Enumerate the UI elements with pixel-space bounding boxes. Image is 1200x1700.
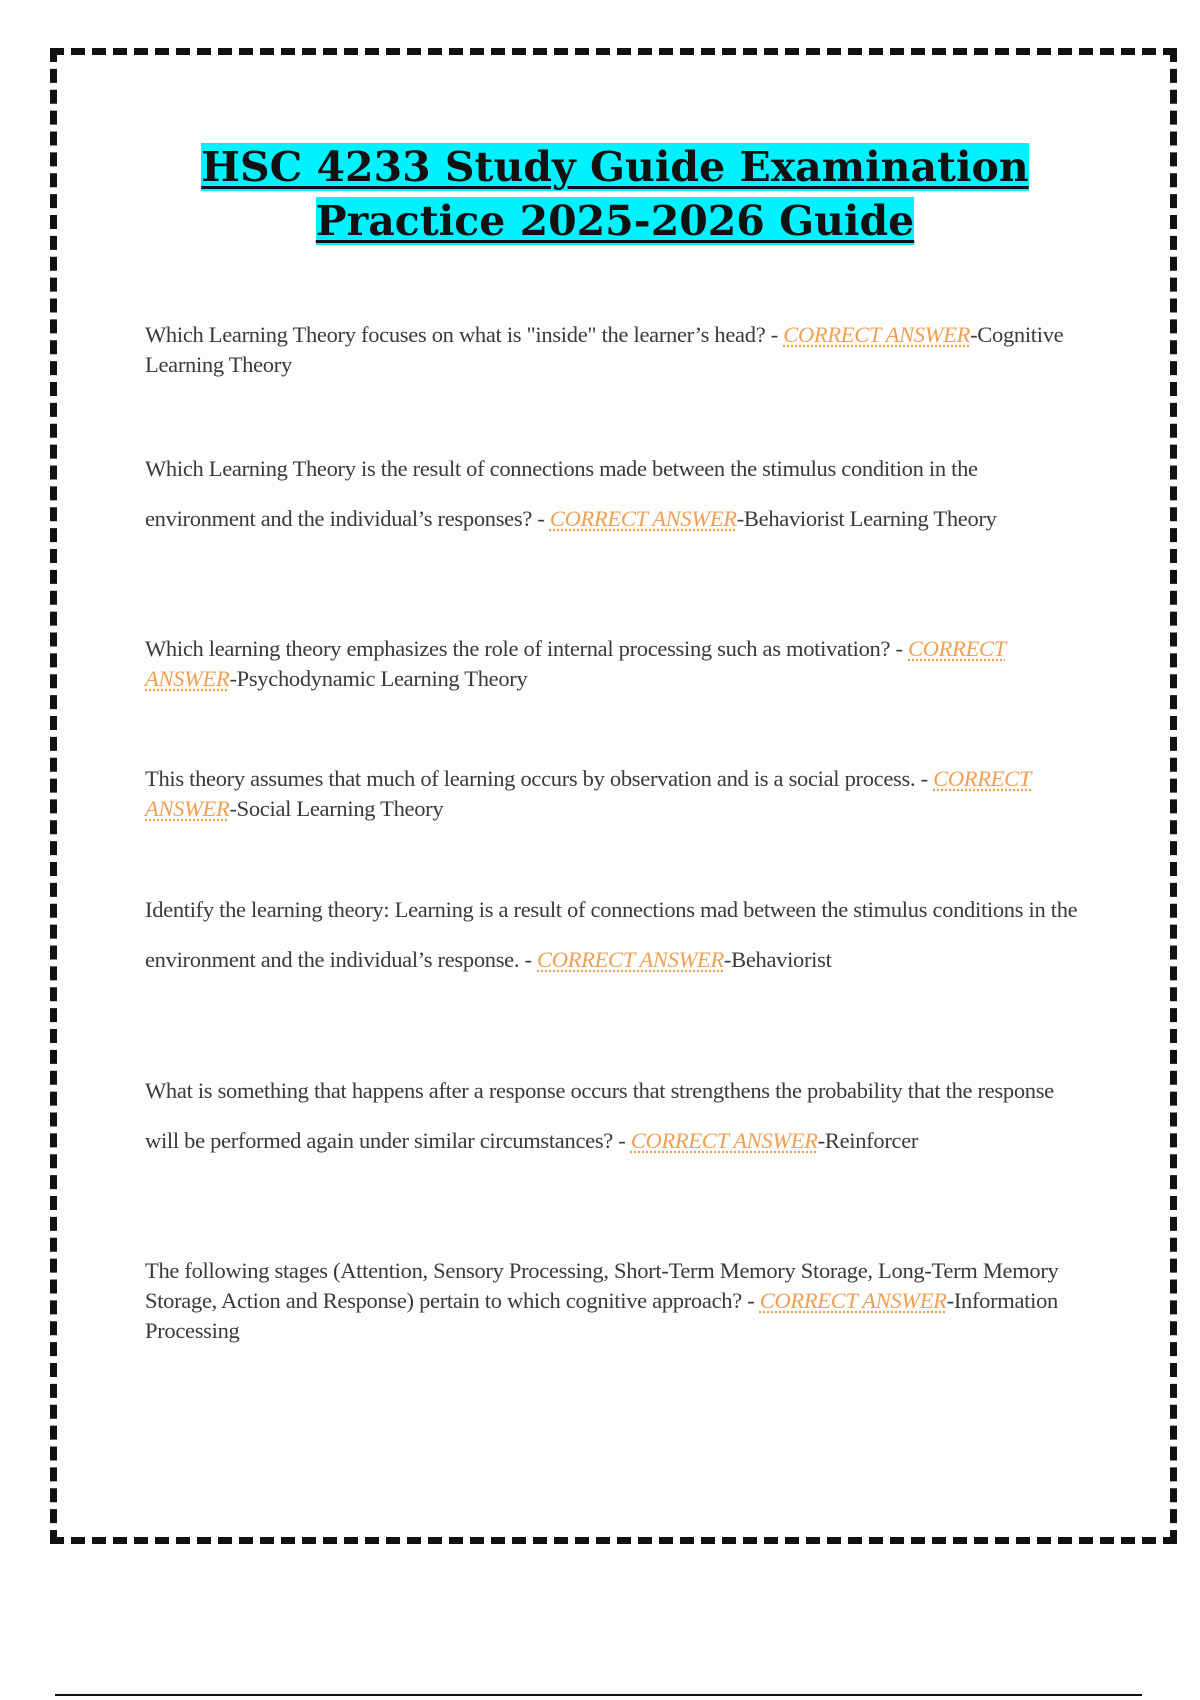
- question-text: What is something that happens after a response occurs that strengthens the probability that the response will be performed again under similar circumstances?: [145, 1078, 1054, 1153]
- question-text: This theory assumes that much of learning occurs by observation and is a social process.: [145, 766, 916, 791]
- correct-answer-label: CORRECT ANSWER: [537, 947, 724, 972]
- correct-answer-label: CORRECT ANSWER: [145, 766, 1032, 821]
- question-text: Which learning theory emphasizes the role of internal processing such as motivation?: [145, 636, 891, 661]
- answer-text: Behaviorist Learning Theory: [743, 506, 997, 531]
- qa-item-3: Which learning theory emphasizes the role of internal processing such as motivation? - CORRECT ANSWER-Psychodynamic Learning Theory: [145, 636, 1006, 691]
- question-text: The following stages (Attention, Sensory Processing, Short-Term Memory Storage, Long-Term Memory Storage, Action and Response) pertain to which cognitive approach?: [145, 1258, 1059, 1313]
- correct-answer-label: CORRECT ANSWER: [145, 636, 1006, 691]
- answer-text: Psychodynamic Learning Theory: [236, 666, 528, 691]
- correct-answer-label: CORRECT ANSWER: [759, 1288, 947, 1313]
- correct-answer-label: CORRECT ANSWER: [549, 506, 737, 531]
- title-block: [100, 140, 1130, 248]
- answer-text: Information Processing: [145, 1288, 1058, 1343]
- answer-text: Reinforcer: [824, 1128, 919, 1153]
- separator: -: [532, 506, 550, 531]
- qa-item-1: Which Learning Theory focuses on what is "inside" the learner’s head? - CORRECT ANSWER-Cognitive Learning Theory: [145, 322, 1064, 377]
- qa-item-5: Identify the learning theory: Learning is a result of connections mad between the stimulus conditions in the environment and the individual’s response. - CORRECT ANSWER-Behaviorist: [145, 897, 1078, 972]
- document-title: HSC 4233 Study Guide Examination Practice 2025-2026 Guide: [201, 143, 1029, 245]
- question-text: Identify the learning theory: Learning is a result of connections mad between the stimulus conditions in the environment and the individual’s response.: [145, 897, 1078, 972]
- question-text: Which Learning Theory focuses on what is "inside" the learner’s head?: [145, 322, 766, 347]
- bottom-rule: [55, 1694, 1142, 1696]
- answer-text: Social Learning Theory: [236, 796, 444, 821]
- correct-answer-label: CORRECT ANSWER: [783, 322, 971, 347]
- correct-answer-label: CORRECT ANSWER: [630, 1128, 818, 1153]
- separator: -: [890, 636, 909, 661]
- qa-item-4: This theory assumes that much of learning occurs by observation and is a social process. - CORRECT ANSWER-Social Learning Theory: [145, 766, 1032, 821]
- separator: -: [519, 947, 538, 972]
- separator: -: [741, 1288, 760, 1313]
- qa-item-2: Which Learning Theory is the result of connections made between the stimulus condition in the environment and the individual’s responses? - CORRECT ANSWER-Behaviorist Learning Theory: [145, 456, 997, 531]
- separator: -: [765, 322, 784, 347]
- answer-text: Behaviorist: [731, 947, 832, 972]
- separator: -: [612, 1128, 631, 1153]
- answer-text: Cognitive Learning Theory: [145, 322, 1064, 377]
- qa-item-7: The following stages (Attention, Sensory Processing, Short-Term Memory Storage, Long-Term Memory Storage, Action and Response) pertain to which cognitive approach? - CORRECT ANSWER-Information Processing: [145, 1258, 1059, 1343]
- qa-item-6: What is something that happens after a response occurs that strengthens the probability that the response will be performed again under similar circumstances? - CORRECT ANSWER-Reinforcer: [145, 1078, 1054, 1153]
- question-text: Which Learning Theory is the result of connections made between the stimulus condition in the environment and the individual’s responses?: [145, 456, 978, 531]
- separator: -: [915, 766, 934, 791]
